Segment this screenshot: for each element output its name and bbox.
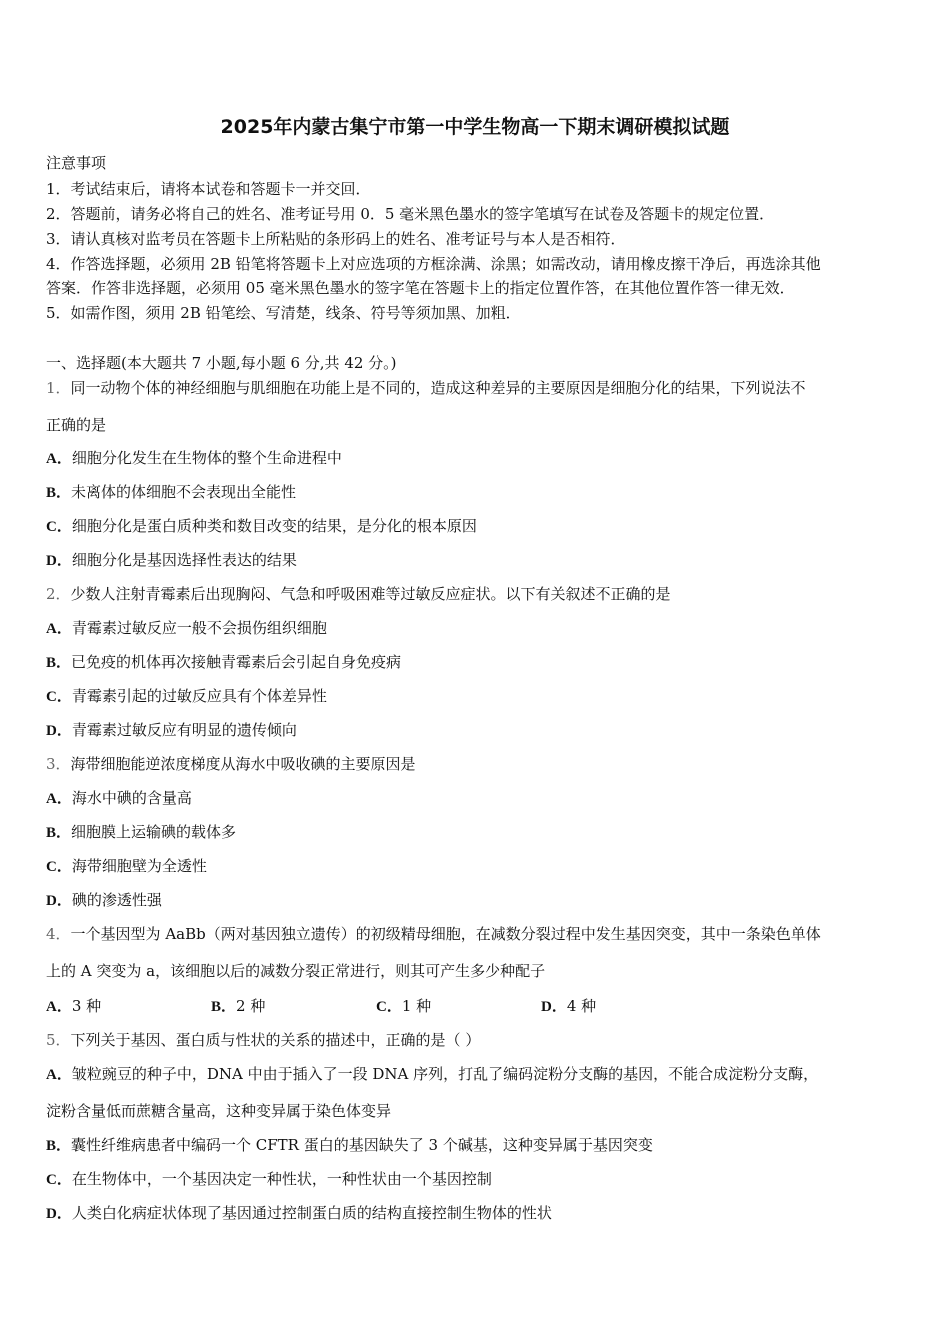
option-label: C． — [46, 859, 72, 875]
option-label: A． — [46, 999, 72, 1015]
notice-heading: 注意事项 — [46, 154, 107, 172]
page-title: 2025年内蒙古集宁市第一中学生物高一下期末调研模拟试题 — [220, 116, 730, 138]
option-label: D． — [541, 999, 567, 1015]
question-text-cont: 上的 A 突变为 a，该细胞以后的减数分裂正常进行，则其可产生多少种配子 — [46, 962, 546, 980]
question-2 — [46, 583, 671, 604]
section-heading: 一、选择题(本大题共 7 小题,每小题 6 分,共 42 分。) — [46, 354, 397, 372]
question-text: 海带细胞能逆浓度梯度从海水中吸收碘的主要原因是 — [70, 755, 416, 773]
notice-item: 1．考试结束后，请将本试卷和答题卡一并交回． — [46, 180, 371, 198]
option-c — [46, 855, 207, 876]
option-d — [46, 889, 162, 910]
option-label: A． — [46, 1067, 72, 1083]
option-a — [46, 447, 342, 468]
option-c — [46, 1168, 492, 1189]
question-number: 5． — [46, 1031, 71, 1049]
option-a — [46, 617, 327, 638]
option-text: 海带细胞壁为全透性 — [71, 857, 207, 875]
question-text: 少数人注射青霉素后出现胸闷、气急和呼吸困难等过敏反应症状。以下有关叙述不正确的是 — [70, 585, 671, 603]
option-b — [46, 481, 296, 502]
option-label: D． — [46, 553, 72, 569]
option-label: C． — [46, 1172, 72, 1188]
question-text: 下列关于基因、蛋白质与性状的关系的描述中，正确的是（ ） — [70, 1031, 481, 1049]
option-label: C． — [376, 999, 402, 1015]
option-text: 海水中碘的含量高 — [71, 789, 192, 807]
option-text: 囊性纤维病患者中编码一个 CFTR 蛋白的基因缺失了 3 个碱基，这种变异属于基因突变 — [71, 1136, 653, 1154]
question-1 — [46, 377, 806, 398]
option-a — [46, 1063, 818, 1084]
option-text: 青霉素过敏反应一般不会损伤组织细胞 — [71, 619, 327, 637]
option-label: B． — [46, 1138, 72, 1154]
option-text: 4 种 — [566, 997, 597, 1015]
option-d — [46, 549, 297, 570]
option-text: 细胞膜上运输碘的载体多 — [71, 823, 237, 841]
question-number: 2． — [46, 585, 71, 603]
option-text-cont: 淀粉含量低而蔗糖含量高，这种变异属于染色体变异 — [46, 1102, 392, 1120]
option-label: A． — [46, 451, 72, 467]
option-label: C． — [46, 519, 72, 535]
option-text: 2 种 — [236, 997, 266, 1015]
option-d — [541, 995, 596, 1016]
notice-item: 2．答题前，请务必将自己的姓名、准考证号用 0．5 毫米黑色墨水的签字笔填写在试卷及答题卡的规定位置． — [46, 205, 775, 223]
notice-item: 5．如需作图，须用 2B 铅笔绘、写清楚，线条、符号等须加黑、加粗． — [46, 304, 521, 322]
option-label: A． — [46, 621, 72, 637]
question-number: 4． — [46, 925, 71, 943]
option-b — [46, 651, 401, 672]
option-label: A． — [46, 791, 72, 807]
option-text: 1 种 — [401, 997, 432, 1015]
question-text: 一个基因型为 AaBb（两对基因独立遗传）的初级精母细胞，在减数分裂过程中发生基因突变，其中一条染色单体 — [70, 925, 821, 943]
option-label: B． — [46, 825, 72, 841]
option-label: D． — [46, 1206, 72, 1222]
option-label: D． — [46, 723, 72, 739]
option-text: 细胞分化是蛋白质种类和数目改变的结果，是分化的根本原因 — [71, 517, 477, 535]
option-text: 皱粒豌豆的种子中，DNA 中由于插入了一段 DNA 序列，打乱了编码淀粉分支酶的基因，不能合成淀粉分支酶， — [71, 1065, 819, 1083]
question-number: 1． — [46, 379, 71, 397]
option-label: B． — [46, 655, 72, 671]
option-text: 未离体的体细胞不会表现出全能性 — [71, 483, 297, 501]
option-label: C． — [46, 689, 72, 705]
notice-item: 答案．作答非选择题，必须用 05 毫米黑色墨水的签字笔在答题卡上的指定位置作答，在其他位置作答一律无效． — [46, 279, 795, 297]
option-b — [46, 1134, 653, 1155]
option-label: B． — [211, 999, 237, 1015]
option-a — [46, 787, 192, 808]
option-text: 在生物体中，一个基因决定一种性状，一种性状由一个基因控制 — [71, 1170, 492, 1188]
question-text-cont: 正确的是 — [46, 416, 107, 434]
option-text: 青霉素引起的过敏反应具有个体差异性 — [71, 687, 327, 705]
option-text: 碘的渗透性强 — [71, 891, 162, 909]
question-3 — [46, 753, 416, 774]
option-text: 已免疫的机体再次接触青霉素后会引起自身免疫病 — [71, 653, 402, 671]
option-b — [211, 995, 265, 1016]
option-d — [46, 1202, 552, 1223]
option-c — [376, 995, 431, 1016]
option-text: 3 种 — [71, 997, 102, 1015]
notice-item: 3．请认真核对监考员在答题卡上所粘贴的条形码上的姓名、准考证号与本人是否相符． — [46, 230, 626, 248]
option-text: 青霉素过敏反应有明显的遗传倾向 — [71, 721, 297, 739]
option-c — [46, 685, 327, 706]
question-5 — [46, 1029, 480, 1050]
option-b — [46, 821, 236, 842]
notice-item: 4．作答选择题，必须用 2B 铅笔将答题卡上对应选项的方框涂满、涂黑；如需改动，请用橡皮擦干净后，再选涂其他 — [46, 255, 821, 273]
option-label: B． — [46, 485, 72, 501]
question-number: 3． — [46, 755, 71, 773]
question-text: 同一动物个体的神经细胞与肌细胞在功能上是不同的，造成这种差异的主要原因是细胞分化的结果，下列说法不 — [70, 379, 806, 397]
option-text: 人类白化病症状体现了基因通过控制蛋白质的结构直接控制生物体的性状 — [71, 1204, 552, 1222]
option-text: 细胞分化是基因选择性表达的结果 — [71, 551, 297, 569]
question-4 — [46, 923, 821, 944]
option-c — [46, 515, 477, 536]
option-label: D． — [46, 893, 72, 909]
option-d — [46, 719, 297, 740]
option-a — [46, 995, 101, 1016]
option-text: 细胞分化发生在生物体的整个生命进程中 — [71, 449, 342, 467]
